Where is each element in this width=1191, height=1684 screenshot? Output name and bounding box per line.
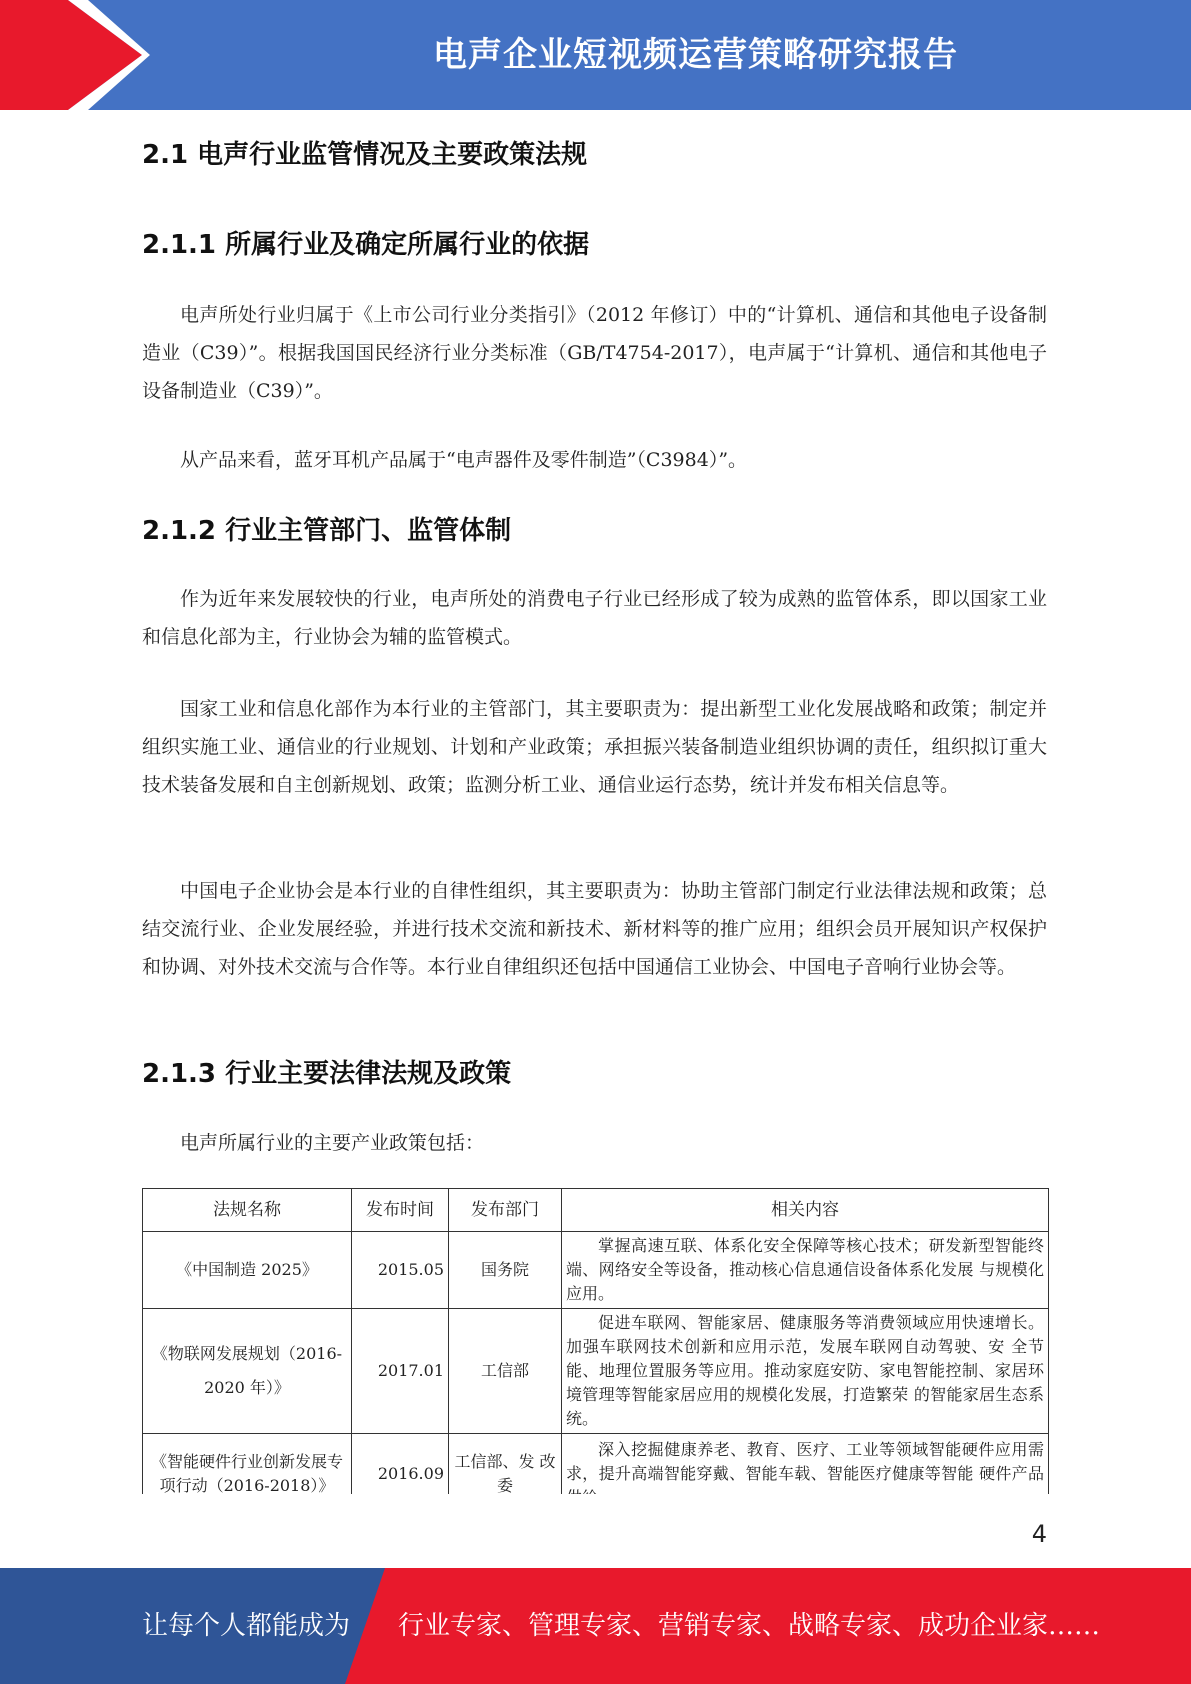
policy-name: 《中国制造 2025》: [143, 1232, 352, 1309]
header-name: 法规名称: [143, 1189, 352, 1232]
paragraph-association-duties: 中国电子企业协会是本行业的自律性组织，其主要职责为：协助主管部门制定行业法律法规和政策；总结交流行业、企业发展经验，并进行技术交流和新技术、新材料等的推广应用；组织会员开展知识产权保护和协调、对外技术交流与合作等。本行业自律组织还包括中国通信工业协会、中国电子音响行业协会等。: [142, 880, 1047, 978]
footer-slogan-left: 让每个人都能成为: [142, 1611, 351, 1641]
paragraph-policy-intro: 电声所属行业的主要产业政策包括：: [180, 1132, 485, 1154]
policy-table: [142, 1188, 1049, 1514]
policy-dept: 工信部: [449, 1309, 562, 1434]
section-heading-2-1: 2.1 电声行业监管情况及主要政策法规: [142, 140, 588, 170]
section-heading-2-1-1: 2.1.1 所属行业及确定所属行业的依据: [142, 230, 590, 260]
policy-name: 《智能硬件行业创新发展专项行动（2016-2018）》: [143, 1434, 352, 1514]
paragraph-regulatory-system: 作为近年来发展较快的行业，电声所处的消费电子行业已经形成了较为成熟的监管体系，即以国家工业和信息化部为主，行业协会为辅的监管模式。: [142, 588, 1047, 648]
policy-dept: 工信部、发 改委: [449, 1434, 562, 1514]
paragraph-product-classification: 从产品来看，蓝牙耳机产品属于“电声器件及零件制造”（C3984）”。: [180, 449, 748, 471]
page-number: 4: [1031, 1520, 1047, 1548]
section-heading-2-1-2: 2.1.2 行业主管部门、监管体制: [142, 516, 512, 546]
table-header-row: [143, 1189, 1049, 1232]
header-content: 相关内容: [562, 1189, 1049, 1232]
policy-date: 2015.05: [352, 1232, 449, 1309]
page-header: [0, 0, 1191, 110]
policy-content: 深入挖掘健康养老、教育、医疗、工业等领域智能硬件应用需求，提升高端智能穿戴、智能车载、智能医疗健康等智能 硬件产品: [562, 1434, 1049, 1514]
header-date: 发布时间: [352, 1189, 449, 1232]
policy-content: 掌握高速互联、体系化安全保障等核心技术；研发新型智能终端、网络安全等设备，推动核心信息通信设备体系化发展 与规模化应用。: [562, 1232, 1049, 1309]
page-break-mask: [0, 1494, 1191, 1534]
header-dept: 发布部门: [449, 1189, 562, 1232]
section-heading-2-1-3: 2.1.3 行业主要法律法规及政策: [142, 1059, 512, 1089]
paragraph-industry-classification: 电声所处行业归属于《上市公司行业分类指引》（2012 年修订）中的“计算机、通信和其他电子设备制造业（C39）”。根据我国国民经济行业分类标准（GB/T4754-2017），电声属于“计算机、通信和其他电子设备制造业（C39）”。: [142, 304, 1047, 402]
footer-slogan-right: 行业专家、管理专家、营销专家、战略专家、成功企业家……: [398, 1611, 1101, 1641]
page-footer: [0, 1568, 1191, 1684]
policy-content: 促进车联网、智能家居、健康服务等消费领域应用快速增长。 加强车联网技术创新和应用示范，发展车联网自动驾驶、安 全节能、地理位置服务等应用。推动家庭安防、家电智能控制、家居环境管理等智能家居应用的规模化发展，打造繁荣 的智能家居生态系统。: [562, 1309, 1049, 1434]
paragraph-miit-duties: 国家工业和信息化部作为本行业的主管部门，其主要职责为：提出新型工业化发展战略和政策；制定并组织实施工业、通信业的行业规划、计划和产业政策；承担振兴装备制造业组织协调的责任，组织拟订重大技术装备发展和自主创新规划、政策；监测分析工业、通信业运行态势，统计并发布相关信息等。: [142, 698, 1047, 796]
policy-date: 2017.01: [352, 1309, 449, 1434]
table-row: [143, 1309, 1049, 1434]
report-title: 电声企业短视频运营策略研究报告: [433, 35, 958, 75]
table-row: [143, 1232, 1049, 1309]
policy-name: 《物联网发展规划（2016-2020 年）》: [143, 1309, 352, 1434]
policy-date: 2016.09: [352, 1434, 449, 1514]
policy-dept: 国务院: [449, 1232, 562, 1309]
